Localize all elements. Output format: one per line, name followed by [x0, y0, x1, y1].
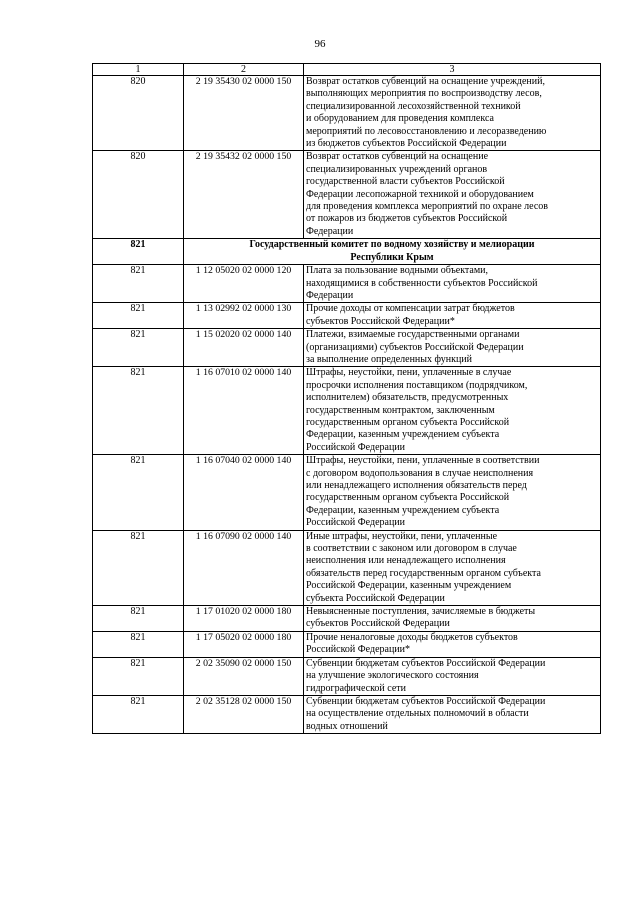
- section-header-row: [93, 239, 601, 265]
- revenue-name-line: от пожаров из бюджетов субъектов Российской: [306, 213, 508, 225]
- revenue-name-line: выполняющих мероприятия по воспроизводству лесов,: [306, 88, 542, 100]
- table-row: [93, 631, 601, 657]
- admin-code-cell: 821: [93, 606, 184, 632]
- budget-code-cell: 1 12 05020 02 0000 120: [184, 265, 304, 303]
- revenue-name-line: на осуществление отдельных полномочий в области: [306, 708, 529, 720]
- budget-code-cell: 2 02 35090 02 0000 150: [184, 657, 304, 695]
- table-body: [93, 76, 601, 734]
- budget-code-cell: 2 02 35128 02 0000 150: [184, 695, 304, 733]
- page-number: 96: [314, 38, 326, 50]
- revenue-name-line: государственной власти субъектов Российской: [306, 176, 505, 188]
- section-admin-code: 821: [93, 239, 184, 265]
- revenue-name-line: Плата за пользование водными объектами,: [306, 265, 489, 277]
- revenue-name-line: мероприятий по лесовосстановлению и лесоразведению: [306, 125, 547, 137]
- revenue-name-line: неисполнения или ненадлежащего исполнения: [306, 555, 506, 567]
- revenue-name-cell: [304, 76, 601, 151]
- admin-code-cell: 821: [93, 530, 184, 605]
- revenue-name-line: Штрафы, неустойки, пени, уплаченные в случае: [306, 367, 512, 379]
- table-row: [93, 329, 601, 367]
- admin-code-cell: 821: [93, 631, 184, 657]
- table-row: [93, 303, 601, 329]
- section-title-line: Государственный комитет по водному хозяйству и мелиорации: [249, 239, 535, 251]
- admin-code-cell: 820: [93, 76, 184, 151]
- revenue-name-cell: [304, 695, 601, 733]
- table-row: [93, 657, 601, 695]
- revenue-name-line: или ненадлежащего исполнения обязательств перед: [306, 480, 527, 491]
- table-row: [93, 367, 601, 455]
- admin-code-cell: 821: [93, 657, 184, 695]
- revenue-name-line: Федерации: [306, 225, 354, 237]
- revenue-name-line: Федерации лесопожарной техникой и оборудованием: [306, 188, 534, 200]
- table-row: [93, 455, 601, 530]
- revenue-name-line: государственным контрактом, заключенным: [306, 404, 495, 416]
- admin-code-cell: 821: [93, 695, 184, 733]
- budget-code-cell: 1 17 05020 02 0000 180: [184, 631, 304, 657]
- admin-code-cell: 821: [93, 265, 184, 303]
- column-header-code: 2: [184, 64, 304, 76]
- section-title: [184, 239, 601, 265]
- revenue-name-line: находящимися в собственности субъектов Российской: [306, 277, 538, 289]
- revenue-name-line: Прочие доходы от компенсации затрат бюджетов: [306, 303, 515, 315]
- revenue-name-line: Федерации, казенным учреждением субъекта: [306, 504, 500, 516]
- revenue-name-line: за выполнение определенных функций: [306, 353, 473, 365]
- revenue-name-line: водных отношений: [306, 720, 388, 732]
- table-row: [93, 695, 601, 733]
- revenue-name-line: специализированных учреждений органов: [306, 163, 488, 175]
- revenue-name-line: из бюджетов субъектов Российской Федерации: [306, 138, 507, 150]
- budget-codes-table: [92, 63, 601, 734]
- revenue-name-cell: [304, 367, 601, 455]
- revenue-name-line: государственным органом субъекта Российской: [306, 492, 510, 504]
- column-header-name: 3: [304, 64, 601, 76]
- admin-code-cell: 821: [93, 367, 184, 455]
- revenue-name-line: субъектов Российской Федерации*: [306, 315, 455, 327]
- budget-code-cell: 2 19 35430 02 0000 150: [184, 76, 304, 151]
- revenue-name-line: Возврат остатков субвенций на оснащение: [306, 151, 489, 163]
- admin-code-cell: 821: [93, 329, 184, 367]
- revenue-name-line: субъекта Российской Федерации: [306, 592, 445, 604]
- revenue-name-line: Невыясненные поступления, зачисляемые в бюджеты: [306, 606, 536, 618]
- revenue-name-cell: [304, 151, 601, 239]
- revenue-name-cell: [304, 329, 601, 367]
- table-row: [93, 606, 601, 632]
- revenue-name-cell: [304, 455, 601, 530]
- revenue-name-line: Штрафы, неустойки, пени, уплаченные в соответствии: [306, 455, 540, 467]
- revenue-name-line: с договором водопользования в случае неисполнения: [306, 467, 534, 479]
- table-row: [93, 76, 601, 151]
- budget-code-cell: 1 15 02020 02 0000 140: [184, 329, 304, 367]
- revenue-name-line: Возврат остатков субвенций на оснащение учреждений,: [306, 76, 545, 87]
- budget-code-cell: 2 19 35432 02 0000 150: [184, 151, 304, 239]
- revenue-name-line: Российской Федерации: [306, 517, 406, 529]
- revenue-name-line: Российской Федерации*: [306, 644, 411, 656]
- revenue-name-line: для проведения комплекса мероприятий по охране лесов: [306, 201, 549, 213]
- revenue-name-line: Российской Федерации, казенным учреждением: [306, 580, 512, 592]
- revenue-name-line: просрочки исполнения поставщиком (подрядчиком,: [306, 379, 528, 391]
- budget-code-cell: 1 17 01020 02 0000 180: [184, 606, 304, 632]
- revenue-name-line: и оборудованием для проведения комплекса: [306, 113, 494, 125]
- budget-code-cell: 1 16 07010 02 0000 140: [184, 367, 304, 455]
- revenue-name-line: Платежи, взимаемые государственными органами: [306, 329, 520, 341]
- column-header-admin: 1: [93, 64, 184, 76]
- revenue-name-line: в соответствии с законом или договором в случае: [306, 543, 517, 555]
- revenue-name-line: Российской Федерации: [306, 441, 406, 453]
- revenue-name-line: специализированной лесохозяйственной техникой: [306, 100, 521, 112]
- revenue-name-line: обязательств перед государственным органом субъекта: [306, 567, 541, 579]
- revenue-name-line: (организациями) субъектов Российской Федерации: [306, 341, 524, 353]
- table-row: [93, 151, 601, 239]
- table-row: [93, 530, 601, 605]
- revenue-name-cell: [304, 606, 601, 632]
- revenue-name-cell: [304, 265, 601, 303]
- revenue-name-line: субъектов Российской Федерации: [306, 618, 450, 630]
- revenue-name-cell: [304, 657, 601, 695]
- admin-code-cell: 820: [93, 151, 184, 239]
- revenue-name-line: Федерации, казенным учреждением субъекта: [306, 429, 500, 441]
- budget-code-cell: 1 13 02992 02 0000 130: [184, 303, 304, 329]
- revenue-name-line: Прочие неналоговые доходы бюджетов субъектов: [306, 631, 518, 643]
- revenue-name-cell: [304, 530, 601, 605]
- revenue-name-line: Иные штрафы, неустойки, пени, уплаченные: [306, 530, 498, 542]
- revenue-name-line: Субвенции бюджетам субъектов Российской Федерации: [306, 657, 546, 669]
- revenue-name-line: Федерации: [306, 289, 354, 301]
- revenue-name-line: Субвенции бюджетам субъектов Российской Федерации: [306, 695, 546, 707]
- revenue-name-cell: [304, 303, 601, 329]
- revenue-name-line: государственным органом субъекта Российской: [306, 416, 510, 428]
- table-row: [93, 265, 601, 303]
- revenue-name-line: на улучшение экологического состояния: [306, 670, 479, 682]
- budget-code-cell: 1 16 07040 02 0000 140: [184, 455, 304, 530]
- table-header-row: [93, 64, 601, 76]
- section-title-line: Республики Крым: [350, 251, 434, 263]
- admin-code-cell: 821: [93, 303, 184, 329]
- admin-code-cell: 821: [93, 455, 184, 530]
- budget-code-cell: 1 16 07090 02 0000 140: [184, 530, 304, 605]
- revenue-name-cell: [304, 631, 601, 657]
- revenue-name-line: исполнителем) обязательств, предусмотренных: [306, 392, 509, 404]
- revenue-name-line: гидрографической сети: [306, 682, 406, 694]
